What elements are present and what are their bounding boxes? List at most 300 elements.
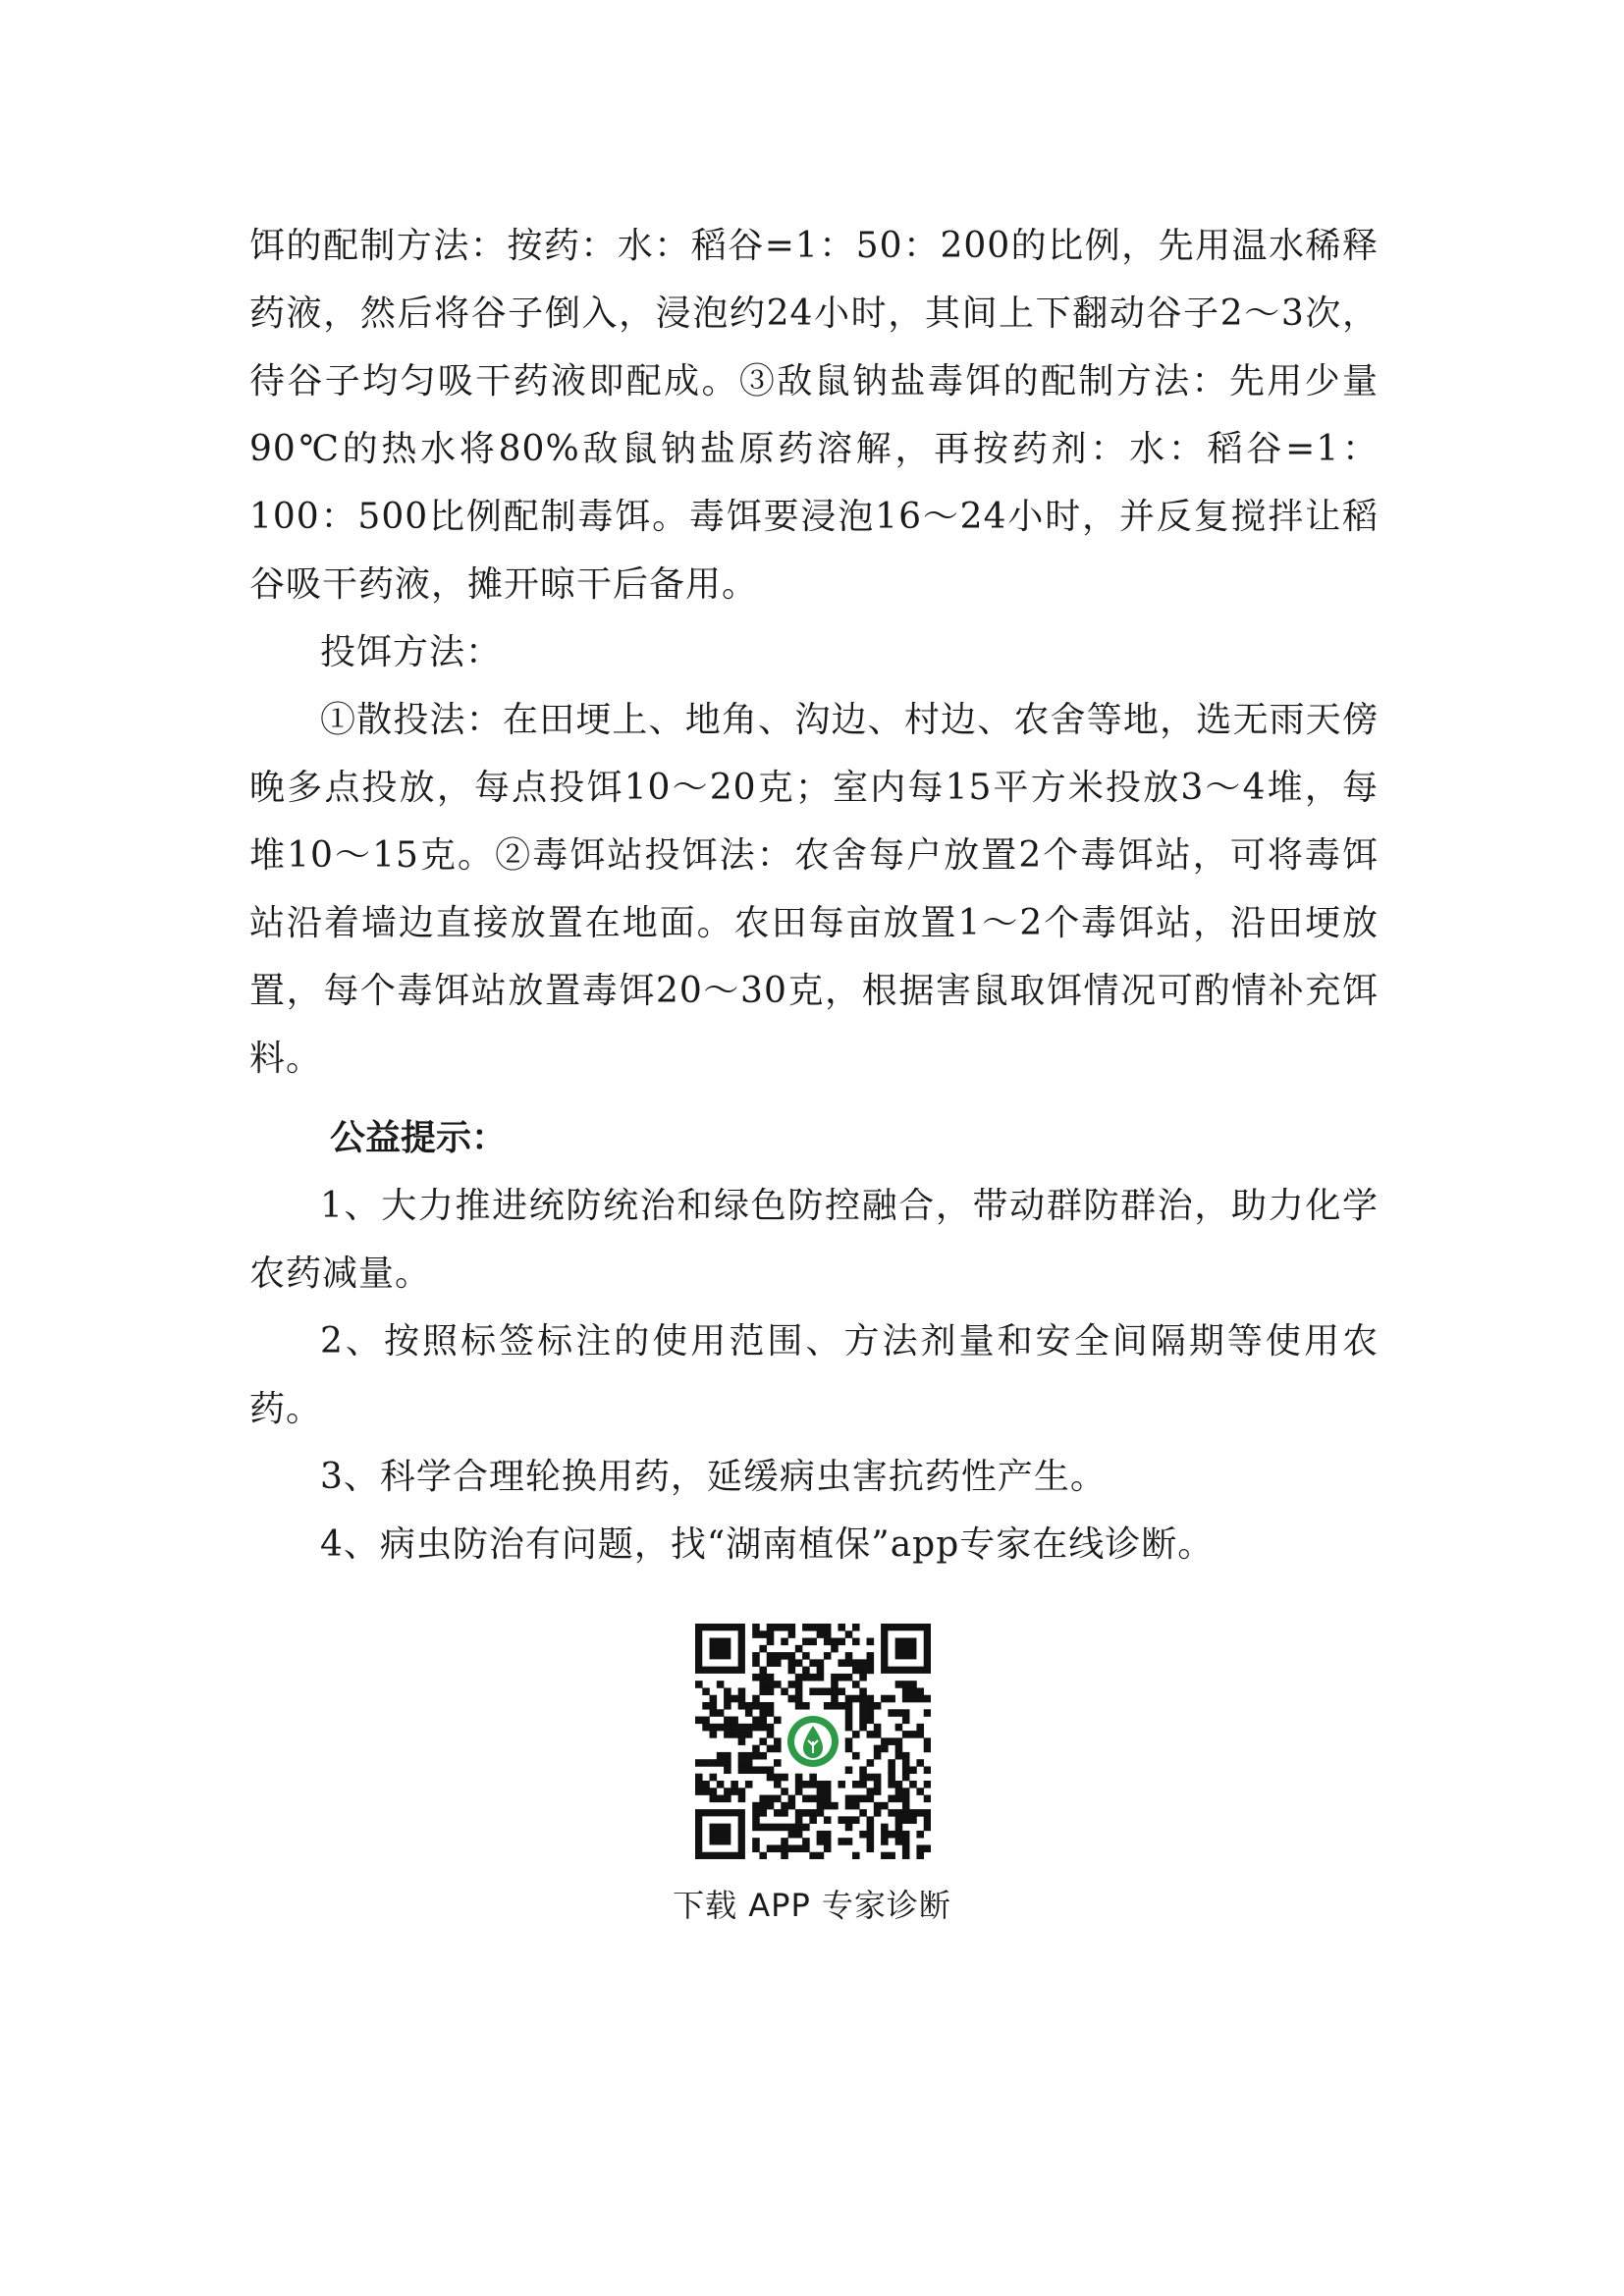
qr-module [859, 1774, 867, 1782]
qr-module [895, 1831, 903, 1839]
qr-module [852, 1802, 860, 1810]
qr-module [867, 1844, 875, 1852]
qr-module [738, 1731, 746, 1738]
qr-module [831, 1674, 839, 1682]
qr-module [895, 1724, 903, 1732]
qr-module [752, 1745, 760, 1753]
qr-module [867, 1795, 875, 1803]
qr-module [924, 1695, 931, 1703]
qr-module [888, 1852, 895, 1859]
qr-module [902, 1802, 910, 1810]
qr-module [752, 1652, 760, 1660]
qr-module [859, 1809, 867, 1817]
qr-module [759, 1687, 767, 1695]
qr-module [902, 1816, 910, 1824]
qr-module [781, 1638, 788, 1646]
qr-module [888, 1774, 895, 1782]
qr-module [831, 1681, 839, 1688]
qr-module [759, 1709, 767, 1717]
qr-module [710, 1774, 718, 1782]
qr-caption: 下载 APP 专家诊断 [673, 1887, 951, 1924]
qr-module [909, 1816, 917, 1824]
qr-module [824, 1630, 832, 1638]
qr-module [916, 1809, 924, 1817]
qr-module [767, 1674, 775, 1682]
qr-module [824, 1844, 832, 1852]
qr-module [809, 1795, 817, 1803]
qr-module [809, 1774, 817, 1782]
qr-module [867, 1759, 875, 1767]
qr-module [774, 1681, 782, 1688]
qr-module [838, 1816, 845, 1824]
qr-module [824, 1624, 832, 1631]
qr-module [759, 1681, 767, 1688]
qr-module [824, 1831, 832, 1839]
qr-module [859, 1724, 867, 1732]
qr-module [895, 1781, 903, 1789]
qr-module [738, 1687, 746, 1695]
qr-finder-pattern [710, 1638, 731, 1660]
qr-module [909, 1781, 917, 1789]
qr-module [795, 1674, 803, 1682]
qr-module [752, 1844, 760, 1852]
qr-module [702, 1788, 710, 1795]
qr-module [845, 1674, 853, 1682]
qr-module [916, 1788, 924, 1795]
qr-module [874, 1702, 882, 1710]
qr-module [916, 1731, 924, 1738]
qr-module [738, 1759, 746, 1767]
qr-module [845, 1745, 853, 1753]
qr-module [902, 1795, 910, 1803]
qr-module [895, 1838, 903, 1845]
qr-module [702, 1717, 710, 1725]
bait-method-heading: 投饵方法： [320, 632, 503, 672]
qr-module [724, 1788, 731, 1795]
qr-module [867, 1652, 875, 1660]
qr-module [881, 1737, 889, 1745]
qr-module [738, 1795, 746, 1803]
intro-paragraph: 饵的配制方法：按药：水：稻谷=1：50：200的比例，先用温水稀释药液，然后将谷子倒入，浸泡约24小时，其间上下翻动谷子2～3次，待谷子均匀吸干药液即配成。③敌鼠钠盐毒饵的配制方法：先用少量90℃的热水将80%敌鼠钠盐原药溶解，再按药剂：水：稻谷=1：100：500比例配制毒饵。毒饵要浸泡16～24小时，并反复搅拌让稻谷吸干药液，摊开晾干后备用。 [249, 226, 1379, 605]
notice-title: 公益提示： [330, 1118, 508, 1158]
qr-module [881, 1852, 889, 1859]
qr-module [767, 1709, 775, 1717]
qr-module [752, 1802, 760, 1810]
qr-module [774, 1745, 782, 1753]
qr-module [852, 1852, 860, 1859]
qr-module [874, 1731, 882, 1738]
qr-module [752, 1702, 760, 1710]
qr-module [831, 1638, 839, 1646]
qr-module [724, 1717, 731, 1725]
qr-module [731, 1695, 738, 1703]
qr-module [767, 1659, 775, 1667]
qr-module [824, 1638, 832, 1646]
qr-module [867, 1731, 875, 1738]
qr-module [852, 1624, 860, 1631]
qr-module [909, 1687, 917, 1695]
qr-module [817, 1659, 825, 1667]
qr-code[interactable] [695, 1624, 931, 1859]
qr-module [767, 1638, 775, 1646]
qr-module [802, 1795, 810, 1803]
qr-module [817, 1838, 825, 1845]
qr-module [859, 1687, 867, 1695]
qr-module [752, 1659, 760, 1667]
qr-module [795, 1681, 803, 1688]
qr-module [924, 1844, 931, 1852]
qr-module [824, 1702, 832, 1710]
qr-module [881, 1824, 889, 1832]
qr-module [795, 1645, 803, 1653]
qr-module [924, 1737, 931, 1745]
qr-module [745, 1709, 753, 1717]
qr-module [695, 1788, 703, 1795]
qr-module [909, 1766, 917, 1774]
qr-module [759, 1630, 767, 1638]
qr-module [859, 1717, 867, 1725]
qr-module [738, 1702, 746, 1710]
qr-module [759, 1752, 767, 1760]
qr-module [874, 1809, 882, 1817]
qr-module [902, 1831, 910, 1839]
qr-module [795, 1816, 803, 1824]
qr-module [759, 1717, 767, 1725]
qr-module [767, 1766, 775, 1774]
qr-module [867, 1816, 875, 1824]
qr-module [759, 1667, 767, 1675]
qr-module [788, 1802, 796, 1810]
qr-module [902, 1687, 910, 1695]
qr-module [724, 1695, 731, 1703]
qr-module [781, 1652, 788, 1660]
qr-module [881, 1802, 889, 1810]
qr-module [888, 1809, 895, 1817]
qr-module [817, 1831, 825, 1839]
qr-module [724, 1731, 731, 1738]
qr-module [881, 1831, 889, 1839]
qr-module [774, 1809, 782, 1817]
qr-module [788, 1630, 796, 1638]
qr-module [895, 1752, 903, 1760]
qr-module [802, 1638, 810, 1646]
qr-finder-pattern [710, 1824, 731, 1845]
qr-module [916, 1759, 924, 1767]
qr-module [867, 1659, 875, 1667]
qr-module [802, 1838, 810, 1845]
qr-module [924, 1816, 931, 1824]
qr-module [774, 1824, 782, 1832]
qr-module [916, 1831, 924, 1839]
qr-module [752, 1724, 760, 1732]
qr-module [745, 1766, 753, 1774]
qr-module [710, 1795, 718, 1803]
qr-module [724, 1752, 731, 1760]
qr-module [781, 1802, 788, 1810]
qr-module [731, 1724, 738, 1732]
document-body [249, 212, 1379, 1578]
qr-module [759, 1802, 767, 1810]
qr-module [774, 1737, 782, 1745]
qr-module [802, 1667, 810, 1675]
qr-module [781, 1788, 788, 1795]
qr-code-graphic [695, 1624, 931, 1859]
qr-module [895, 1681, 903, 1688]
qr-module [781, 1809, 788, 1817]
qr-module [838, 1659, 845, 1667]
qr-module [824, 1652, 832, 1660]
qr-module [724, 1795, 731, 1803]
qr-module [817, 1809, 825, 1817]
qr-module [809, 1624, 817, 1631]
qr-module [852, 1638, 860, 1646]
qr-module [888, 1709, 895, 1717]
qr-module [924, 1781, 931, 1789]
qr-module [759, 1674, 767, 1682]
qr-module [824, 1788, 832, 1795]
qr-module [867, 1709, 875, 1717]
qr-module [717, 1724, 725, 1732]
qr-module [774, 1781, 782, 1789]
qr-module [845, 1816, 853, 1824]
qr-module [874, 1724, 882, 1732]
qr-module [838, 1781, 845, 1789]
qr-module [724, 1702, 731, 1710]
qr-module [767, 1652, 775, 1660]
qr-module [809, 1638, 817, 1646]
qr-module [702, 1687, 710, 1695]
qr-module [874, 1781, 882, 1789]
qr-module [859, 1659, 867, 1667]
qr-module [895, 1809, 903, 1817]
qr-module [845, 1838, 853, 1845]
qr-module [817, 1630, 825, 1638]
qr-module [752, 1630, 760, 1638]
qr-module [859, 1667, 867, 1675]
qr-module [795, 1831, 803, 1839]
qr-module [795, 1788, 803, 1795]
qr-module [795, 1824, 803, 1832]
qr-module [809, 1852, 817, 1859]
qr-module [809, 1674, 817, 1682]
qr-module [759, 1702, 767, 1710]
qr-module [859, 1695, 867, 1703]
qr-module [717, 1781, 725, 1789]
qr-module [859, 1795, 867, 1803]
qr-module [824, 1687, 832, 1695]
qr-module [767, 1844, 775, 1852]
qr-module [767, 1681, 775, 1688]
qr-module [774, 1774, 782, 1782]
qr-module [824, 1816, 832, 1824]
qr-module [916, 1695, 924, 1703]
qr-module [738, 1766, 746, 1774]
qr-module [759, 1737, 767, 1745]
qr-module [924, 1809, 931, 1817]
qr-module [838, 1624, 845, 1631]
qr-module [902, 1717, 910, 1725]
qr-module [752, 1674, 760, 1682]
qr-module [895, 1824, 903, 1832]
qr-module [902, 1752, 910, 1760]
qr-module [845, 1652, 853, 1660]
qr-module [759, 1852, 767, 1859]
notice-tip: 3、科学合理轮换用药，延缓病虫害抗药性产生。 [320, 1457, 1107, 1497]
qr-module [738, 1737, 746, 1745]
qr-module [710, 1759, 718, 1767]
qr-module [909, 1695, 917, 1703]
qr-module [738, 1788, 746, 1795]
qr-module [874, 1752, 882, 1760]
qr-module [809, 1687, 817, 1695]
qr-module [752, 1766, 760, 1774]
qr-module [767, 1745, 775, 1753]
qr-module [924, 1824, 931, 1832]
qr-module [781, 1624, 788, 1631]
qr-module [867, 1774, 875, 1782]
qr-module [888, 1737, 895, 1745]
qr-module [752, 1809, 760, 1817]
qr-module [788, 1652, 796, 1660]
qr-module [874, 1802, 882, 1810]
qr-module [888, 1759, 895, 1767]
qr-module [745, 1781, 753, 1789]
qr-module [695, 1717, 703, 1725]
qr-module [852, 1752, 860, 1760]
qr-module [902, 1709, 910, 1717]
qr-module [881, 1745, 889, 1753]
qr-module [852, 1795, 860, 1803]
qr-module [752, 1695, 760, 1703]
qr-module [717, 1795, 725, 1803]
qr-module [902, 1759, 910, 1767]
qr-module [745, 1759, 753, 1767]
qr-module [924, 1709, 931, 1717]
qr-module [831, 1802, 839, 1810]
qr-module [695, 1681, 703, 1688]
qr-module [852, 1816, 860, 1824]
notice-tip: 1、大力推进统防统治和绿色防控融合，带动群防群治，助力化学农药减量。 [249, 1186, 1379, 1294]
qr-module [759, 1824, 767, 1832]
qr-module [788, 1844, 796, 1852]
qr-module [845, 1717, 853, 1725]
qr-module [759, 1766, 767, 1774]
qr-module [845, 1802, 853, 1810]
qr-module [759, 1645, 767, 1653]
qr-module [774, 1759, 782, 1767]
qr-module [838, 1638, 845, 1646]
qr-module [710, 1702, 718, 1710]
qr-module [859, 1781, 867, 1789]
qr-module [838, 1674, 845, 1682]
qr-module [824, 1795, 832, 1803]
qr-module [752, 1824, 760, 1832]
qr-module [902, 1681, 910, 1688]
qr-module [717, 1752, 725, 1760]
qr-module [895, 1816, 903, 1824]
qr-finder-pattern [895, 1638, 917, 1660]
qr-module [817, 1795, 825, 1803]
qr-module [767, 1624, 775, 1631]
qr-module [809, 1809, 817, 1817]
qr-module [909, 1681, 917, 1688]
qr-module [809, 1659, 817, 1667]
qr-module [731, 1717, 738, 1725]
qr-module [795, 1687, 803, 1695]
qr-module [745, 1702, 753, 1710]
qr-module [702, 1759, 710, 1767]
qr-module [752, 1816, 760, 1824]
qr-module [710, 1788, 718, 1795]
qr-module [845, 1766, 853, 1774]
qr-module [795, 1781, 803, 1789]
qr-module [831, 1695, 839, 1703]
bait-method-paragraph: ①散投法：在田埂上、地角、沟边、村边、农舍等地，选无雨天傍晚多点投放，每点投饵10～20克；室内每15平方米投放3～4堆，每堆10～15克。②毒饵站投饵法：农舍每户放置2个毒饵站，可将毒饵站沿着墙边直接放置在地面。农田每亩放置1～2个毒饵站，沿田埂放置，每个毒饵站放置毒饵20～30克，根据害鼠取饵情况可酌情补充饵料。 [249, 700, 1379, 1079]
qr-module [859, 1709, 867, 1717]
qr-module [702, 1724, 710, 1732]
qr-module [695, 1774, 703, 1782]
qr-module [717, 1681, 725, 1688]
qr-module [852, 1695, 860, 1703]
qr-module [738, 1724, 746, 1732]
qr-module [924, 1745, 931, 1753]
qr-module [874, 1774, 882, 1782]
qr-module [831, 1645, 839, 1653]
qr-module [788, 1795, 796, 1803]
qr-module [831, 1687, 839, 1695]
qr-module [788, 1659, 796, 1667]
qr-module [767, 1731, 775, 1738]
qr-module [845, 1702, 853, 1710]
qr-module [781, 1774, 788, 1782]
qr-module [795, 1774, 803, 1782]
qr-module [795, 1809, 803, 1817]
qr-module [767, 1774, 775, 1782]
qr-module [902, 1844, 910, 1852]
qr-module [745, 1724, 753, 1732]
qr-module [695, 1781, 703, 1789]
qr-module [802, 1624, 810, 1631]
qr-module [795, 1659, 803, 1667]
qr-module [759, 1724, 767, 1732]
qr-module [867, 1667, 875, 1675]
qr-module [895, 1745, 903, 1753]
qr-module [838, 1687, 845, 1695]
qr-module [895, 1709, 903, 1717]
qr-module [867, 1788, 875, 1795]
qr-module [902, 1731, 910, 1738]
qr-module [767, 1630, 775, 1638]
qr-module [817, 1852, 825, 1859]
qr-module [802, 1781, 810, 1789]
qr-module [731, 1781, 738, 1789]
qr-module [817, 1624, 825, 1631]
qr-module [781, 1687, 788, 1695]
qr-module [774, 1652, 782, 1660]
qr-module [788, 1681, 796, 1688]
notice-tip: 4、病虫防治有问题，找“湖南植保”app专家在线诊断。 [320, 1524, 1215, 1565]
qr-module [888, 1781, 895, 1789]
qr-module [867, 1702, 875, 1710]
qr-module [845, 1695, 853, 1703]
qr-module [752, 1624, 760, 1631]
qr-module [888, 1795, 895, 1803]
qr-module [802, 1652, 810, 1660]
qr-module [781, 1852, 788, 1859]
qr-module [767, 1795, 775, 1803]
qr-module [702, 1781, 710, 1789]
qr-module [845, 1630, 853, 1638]
